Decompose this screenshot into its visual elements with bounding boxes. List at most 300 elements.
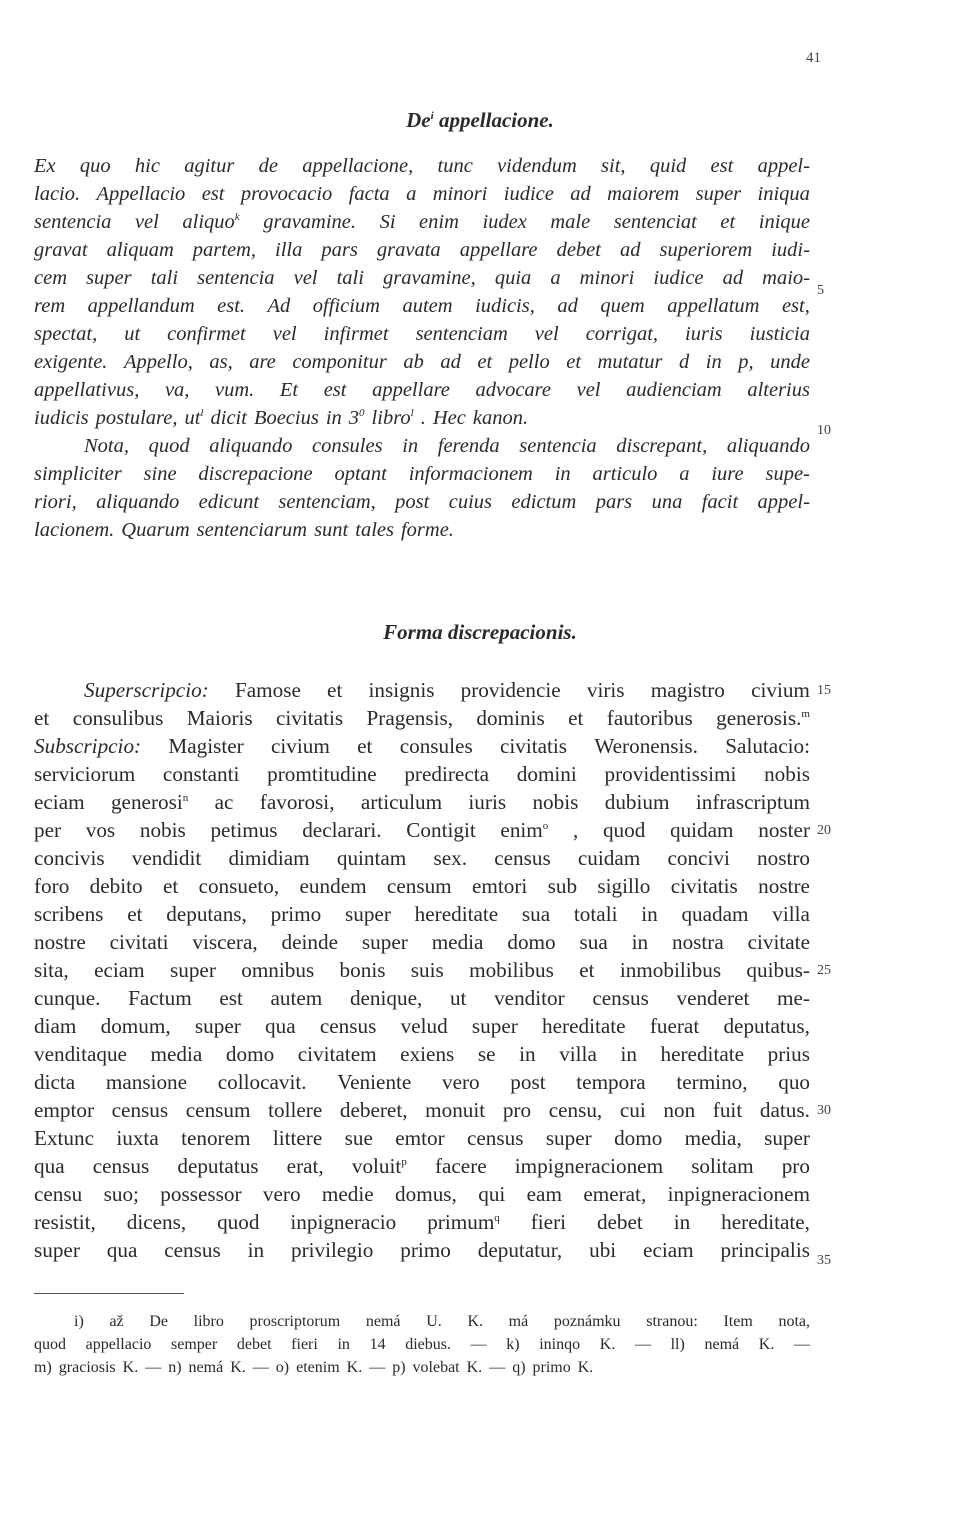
word: inmobilibus — [619, 958, 722, 982]
word: confirmet — [167, 323, 246, 345]
word: fautoribus — [606, 706, 693, 730]
word: civitatis — [276, 706, 344, 730]
word: domo — [614, 1126, 663, 1150]
word: K. — [577, 1359, 594, 1376]
word: sigillo — [597, 874, 651, 898]
word: magistro — [650, 678, 725, 702]
word: tenorem — [181, 1126, 251, 1150]
word: gravat — [34, 239, 88, 261]
word: civitati — [109, 930, 169, 954]
footnote-marker: q — [494, 1211, 500, 1224]
word: Contigit — [406, 818, 476, 842]
word: primo — [532, 1359, 571, 1376]
word: sentenciam, — [278, 491, 376, 513]
word: census — [466, 1126, 524, 1150]
word: maiorem — [607, 183, 680, 205]
footnote-line — [34, 1310, 810, 1333]
word: domini — [516, 762, 577, 786]
word: census — [92, 1154, 150, 1178]
word: deberet, — [339, 1098, 408, 1122]
word: p) — [392, 1359, 406, 1376]
word: datus. — [759, 1098, 810, 1122]
paragraph-superscripcio — [34, 676, 810, 1264]
word: possessor — [160, 1182, 242, 1206]
paragraph-appellacio-definition — [34, 152, 810, 432]
word: me- — [777, 986, 810, 1010]
word: Factum — [128, 986, 192, 1010]
word: post — [395, 491, 430, 513]
word: qua — [106, 1238, 138, 1262]
word: Hec — [432, 407, 466, 429]
word: ab — [403, 351, 424, 373]
word: super — [194, 1014, 241, 1038]
word: est. — [217, 295, 246, 317]
word: gravamine, — [382, 267, 476, 289]
word: in — [402, 435, 419, 457]
word: privilegio — [290, 1238, 374, 1262]
word: primo — [270, 902, 322, 926]
text-line — [34, 732, 810, 760]
text-line — [34, 872, 810, 900]
page-number: 41 — [806, 50, 821, 66]
word: proscriptorum — [249, 1313, 341, 1330]
word: provocacio — [240, 183, 333, 205]
word: as, — [209, 351, 233, 373]
word: cuidam — [577, 846, 641, 870]
word: deputatus — [177, 1154, 259, 1178]
word: diebus. — [405, 1336, 451, 1353]
footnote-marker: i — [430, 110, 434, 122]
word: . — [420, 407, 426, 429]
word: civitatis — [499, 734, 568, 758]
word: tali — [150, 267, 179, 289]
word: dimidiam — [228, 846, 310, 870]
word: Et — [279, 379, 299, 401]
word: libro — [193, 1313, 224, 1330]
text-line — [34, 320, 810, 348]
word: noster — [758, 818, 810, 842]
word: concivis — [34, 846, 105, 870]
word: littere — [272, 1126, 323, 1150]
word: bonis — [339, 958, 386, 982]
word: dicit — [210, 407, 247, 429]
word: vum. — [215, 379, 255, 401]
word: civitatem — [297, 1042, 377, 1066]
word: cuius — [448, 491, 493, 513]
word: Maioris — [186, 706, 253, 730]
text-line — [34, 1096, 810, 1124]
word: in — [519, 1042, 536, 1066]
word: domum, — [100, 1014, 171, 1038]
word: a — [550, 267, 561, 289]
word: iure — [711, 463, 744, 485]
word: K. — [599, 1336, 616, 1353]
word: generosi$^n$ — [110, 790, 189, 814]
text-line — [34, 984, 810, 1012]
word: censum — [386, 874, 452, 898]
word: Salutacio: — [725, 734, 810, 758]
word: n) — [168, 1359, 182, 1376]
word: K. — [230, 1359, 246, 1376]
word: discrepacione — [198, 463, 313, 485]
word: sentencia — [197, 267, 275, 289]
text-line — [34, 1012, 810, 1040]
word: riori, — [34, 491, 77, 513]
word: až — [109, 1313, 124, 1330]
word: appellacione, — [302, 155, 414, 177]
word: et — [162, 874, 179, 898]
word: fieri — [291, 1336, 318, 1353]
line-number: 35 — [817, 1253, 831, 1268]
text-line — [34, 956, 810, 984]
word: appel- — [757, 491, 810, 513]
word: termino, — [676, 1070, 748, 1094]
word: civium — [751, 678, 810, 702]
word: aliquando — [726, 435, 810, 457]
word: in — [631, 930, 649, 954]
word: advocare — [475, 379, 551, 401]
word: et — [477, 351, 493, 373]
word: per — [34, 818, 62, 842]
word: et — [127, 902, 143, 926]
text-line — [34, 236, 810, 264]
word: ad — [620, 239, 641, 261]
word: iniqua — [757, 183, 810, 205]
word: iudicis, — [475, 295, 535, 317]
paragraph-nota — [34, 432, 810, 544]
word: U. — [426, 1313, 442, 1330]
word: post — [510, 1070, 546, 1094]
word: hereditate — [660, 1042, 745, 1066]
word: Veniente — [337, 1070, 412, 1094]
word: et — [720, 211, 736, 233]
word: quia — [494, 267, 532, 289]
line-number: 30 — [817, 1103, 831, 1118]
word: pello — [508, 351, 550, 373]
word: eam — [526, 1182, 562, 1206]
word: mutatur — [597, 351, 663, 373]
word: hic — [134, 155, 160, 177]
word: in — [705, 351, 722, 373]
word: m) — [34, 1359, 52, 1376]
word: agitur — [184, 155, 235, 177]
word: domo — [225, 1042, 275, 1066]
text-line — [34, 1152, 810, 1180]
text-line — [34, 460, 810, 488]
word: super — [34, 1238, 80, 1262]
word: iudice — [503, 183, 554, 205]
word: nostre — [758, 874, 810, 898]
word: census — [494, 846, 551, 870]
word: pars — [595, 491, 633, 513]
word: articulo — [592, 463, 658, 485]
word: tali — [336, 267, 364, 289]
text-line — [34, 152, 810, 180]
word: et — [34, 706, 50, 730]
word: super — [86, 267, 132, 289]
word: debito — [89, 874, 143, 898]
word: villa — [772, 902, 810, 926]
word: exigente. — [34, 351, 108, 373]
word: rem — [34, 295, 66, 317]
word: civium — [271, 734, 330, 758]
word: K. — [467, 1313, 483, 1330]
text-line — [34, 1124, 810, 1152]
word: velud — [400, 1014, 448, 1038]
word: ut — [124, 323, 141, 345]
word: kanon. — [472, 407, 529, 429]
word: et — [568, 706, 584, 730]
word: denique, — [349, 986, 423, 1010]
word: sua — [521, 902, 551, 926]
word: minori — [579, 267, 635, 289]
line-number: 15 — [817, 683, 831, 698]
text-line — [34, 928, 810, 956]
word: componitur — [292, 351, 387, 373]
word: ferenda — [437, 435, 500, 457]
line-number: 20 — [817, 823, 831, 838]
word: tollere — [268, 1098, 323, 1122]
word: cem — [34, 267, 68, 289]
word: iuris — [468, 790, 507, 814]
word: lacionem. — [34, 519, 115, 541]
word: constanti — [162, 762, 240, 786]
word: libro$^l$ — [371, 407, 414, 429]
text-line — [34, 488, 810, 516]
text-line — [34, 900, 810, 928]
word: inique — [758, 211, 810, 233]
text-line — [34, 844, 810, 872]
text-line — [34, 292, 810, 320]
text-line — [34, 264, 810, 292]
word: Magister — [168, 734, 244, 758]
word: a — [406, 183, 417, 205]
word: quod — [217, 1210, 260, 1234]
text-line — [34, 1236, 810, 1264]
word: graciosis — [58, 1359, 116, 1376]
word: aliquando — [96, 491, 180, 513]
word: dicens, — [126, 1210, 187, 1234]
word: — — [470, 1336, 487, 1353]
word: sentencia — [519, 435, 597, 457]
word: discrepant, — [616, 435, 708, 457]
text-line — [34, 180, 810, 208]
word: — — [489, 1359, 506, 1376]
word: ubi — [589, 1238, 617, 1262]
word: a — [679, 463, 690, 485]
word: collocavit. — [217, 1070, 307, 1094]
word: pro — [502, 1098, 532, 1122]
word: etenim — [296, 1359, 340, 1376]
word: consules — [399, 734, 473, 758]
word: Si — [379, 211, 396, 233]
word: iudice — [653, 267, 704, 289]
word: promtitudine — [267, 762, 377, 786]
word: emerat, — [583, 1182, 647, 1206]
word: quod — [148, 435, 190, 457]
word: autem — [270, 986, 323, 1010]
word: cui — [619, 1098, 646, 1122]
word: scribens — [34, 902, 104, 926]
word: $ut^l$ — [184, 407, 204, 429]
word: supe- — [765, 463, 810, 485]
word: qua — [265, 1014, 296, 1038]
word: edicunt — [198, 491, 260, 513]
word: deputatur, — [477, 1238, 563, 1262]
word: sentenciam — [415, 323, 508, 345]
word: pars — [321, 239, 358, 261]
word: appellacio — [85, 1336, 152, 1353]
word: deputans, — [166, 902, 247, 926]
word: inpigneracio — [290, 1210, 397, 1234]
word: sub — [547, 874, 578, 898]
word: gravamine. — [263, 211, 357, 233]
word: edictum — [511, 491, 577, 513]
footnote-marker: o — [542, 819, 549, 832]
word: lacio. — [34, 183, 81, 205]
word: iuris — [685, 323, 723, 345]
word: diam — [34, 1014, 77, 1038]
word: super — [695, 183, 742, 205]
word: aliquam — [106, 239, 174, 261]
word: — — [793, 1336, 810, 1353]
word: are — [249, 351, 276, 373]
word: Boecius — [253, 407, 319, 429]
word: aliquando — [209, 435, 293, 457]
word: vos — [85, 818, 116, 842]
text-line — [34, 1180, 810, 1208]
word: K. — [346, 1359, 363, 1376]
word: super — [471, 1014, 518, 1038]
word: est — [323, 379, 347, 401]
word: resistit, — [34, 1210, 96, 1234]
word: minori — [432, 183, 488, 205]
word: gravata — [376, 239, 441, 261]
word: nostre — [34, 930, 86, 954]
word: emtor — [395, 1126, 445, 1150]
word: má — [508, 1313, 529, 1330]
word: census — [164, 1238, 221, 1262]
word: hereditate, — [721, 1210, 810, 1234]
word: vel — [272, 323, 297, 345]
word: in — [247, 1238, 265, 1262]
word: spectat, — [34, 323, 98, 345]
word: appellativus, — [34, 379, 140, 401]
word: media — [431, 930, 484, 954]
footnote-marker: l — [410, 407, 414, 420]
word: insignis — [368, 678, 435, 702]
word: in — [641, 902, 658, 926]
word: Item — [723, 1313, 753, 1330]
word: emptor — [34, 1098, 95, 1122]
word: inpigneracionem — [667, 1182, 810, 1206]
word: 14 — [369, 1336, 386, 1353]
word: va, — [164, 379, 190, 401]
word: primum$^q$ — [427, 1210, 500, 1234]
word: sita, — [34, 958, 69, 982]
word: in — [554, 463, 571, 485]
footnote-marker: m — [801, 707, 810, 720]
word: corrigat, — [585, 323, 659, 345]
line-number: 25 — [817, 963, 831, 978]
word: tunc — [437, 155, 473, 177]
word: Extunc — [34, 1126, 95, 1150]
word: stranou: — [646, 1313, 698, 1330]
heading-word: De — [406, 108, 431, 132]
word: ininqo — [539, 1336, 581, 1353]
word: sine — [143, 463, 177, 485]
word: K. — [466, 1359, 483, 1376]
text-line — [34, 676, 810, 704]
word: volebat — [412, 1359, 460, 1376]
word: qui — [478, 1182, 506, 1206]
word: Appello, — [123, 351, 193, 373]
word: domo — [507, 930, 556, 954]
word: dicta — [34, 1070, 76, 1094]
word: sue — [344, 1126, 373, 1150]
footnote-marker: 0 — [359, 407, 365, 420]
word: pro — [781, 1154, 810, 1178]
footnote-divider — [34, 1293, 184, 1294]
word: enim — [419, 211, 459, 233]
word: infirmet — [323, 323, 389, 345]
word: providentissimi — [604, 762, 737, 786]
word: sit, — [601, 155, 626, 177]
word: nostra — [671, 930, 724, 954]
word: eciam — [94, 958, 145, 982]
word: Appellacio — [96, 183, 186, 205]
word: petimus — [210, 818, 278, 842]
word: viris — [586, 678, 625, 702]
word: appellare — [372, 379, 450, 401]
word: videndum — [497, 155, 577, 177]
word: Nota, — [84, 435, 129, 457]
section-heading-appellacione — [0, 108, 960, 133]
footnote-line — [34, 1333, 810, 1356]
word: hereditate — [414, 902, 499, 926]
word: est — [219, 986, 243, 1010]
word: autem — [402, 295, 453, 317]
word: deinde — [281, 930, 339, 954]
footnotes — [34, 1310, 810, 1379]
word: censu — [34, 1182, 83, 1206]
text-line — [34, 1040, 810, 1068]
word: d — [678, 351, 690, 373]
footnote-marker: p — [401, 1155, 407, 1168]
word: suis — [410, 958, 444, 982]
word: est — [201, 183, 225, 205]
footnote-marker: k — [234, 211, 240, 224]
word: — — [369, 1359, 386, 1376]
word: media — [150, 1042, 203, 1066]
word: fuerat — [649, 1014, 700, 1038]
word: favorosi, — [259, 790, 335, 814]
word: officium — [312, 295, 380, 317]
word: se — [477, 1042, 496, 1066]
word: nostro — [757, 846, 810, 870]
text-line — [34, 788, 810, 816]
word: Superscripcio: — [84, 678, 209, 702]
word: fieri — [530, 1210, 567, 1234]
word: iudi- — [771, 239, 810, 261]
word: est, — [781, 295, 810, 317]
word: Weronensis. — [594, 734, 698, 758]
word: , — [572, 818, 579, 842]
word: serviciorum — [34, 762, 136, 786]
word: quo — [79, 155, 111, 177]
word: infrascriptum — [695, 790, 810, 814]
word: i) — [74, 1313, 84, 1330]
